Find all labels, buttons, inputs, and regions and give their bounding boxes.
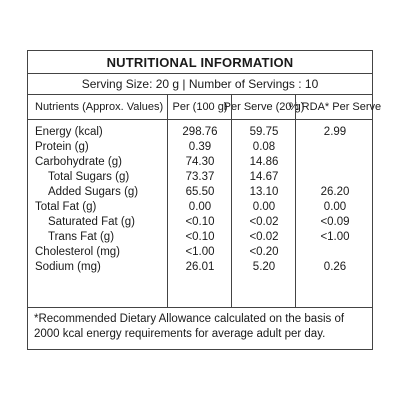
value-rda: 0.00 — [323, 201, 347, 213]
nutrition-panel — [27, 50, 382, 350]
header-per-serve: Per Serve (20 g) — [223, 100, 305, 113]
nutrient-name: Total Sugars (g) — [48, 171, 130, 183]
value-per-serve: 13.10 — [249, 186, 279, 198]
nutrient-name: Added Sugars (g) — [48, 186, 139, 198]
nutrient-name: Saturated Fat (g) — [48, 216, 135, 228]
footnote: *Recommended Dietary Allowance calculated on the basis of 2000 kcal energy requirements for average adult per day. — [28, 307, 372, 349]
value-per-serve: 14.86 — [249, 156, 279, 168]
nutrient-name: Trans Fat (g) — [48, 231, 115, 243]
value-rda: <1.00 — [320, 231, 350, 243]
value-per-serve: 0.00 — [252, 201, 276, 213]
panel-title: NUTRITIONAL INFORMATION — [28, 51, 372, 74]
table-header — [28, 94, 382, 120]
nutrient-name: Sodium (mg) — [35, 261, 101, 273]
nutrient-name: Energy (kcal) — [35, 126, 103, 138]
value-per100: <1.00 — [185, 246, 215, 258]
value-per100: 26.01 — [185, 261, 215, 273]
value-per-serve: 5.20 — [252, 261, 276, 273]
nutrient-name: Carbohydrate (g) — [35, 156, 122, 168]
nutrient-name: Total Fat (g) — [35, 201, 97, 213]
value-per-serve: 59.75 — [249, 126, 279, 138]
value-per100: 0.39 — [188, 141, 212, 153]
value-per100: 0.00 — [188, 201, 212, 213]
value-rda: 26.20 — [320, 186, 350, 198]
value-per-serve: <0.02 — [249, 231, 279, 243]
value-per-serve: 0.08 — [252, 141, 276, 153]
value-per100: 298.76 — [182, 126, 218, 138]
serving-info: Serving Size: 20 g | Number of Servings : 10 — [28, 73, 372, 95]
value-rda: <0.09 — [320, 216, 350, 228]
header-rda: % RDA* Per Serve — [288, 100, 382, 113]
value-per100: 73.37 — [185, 171, 215, 183]
value-per100: 74.30 — [185, 156, 215, 168]
value-per-serve: 14.67 — [249, 171, 279, 183]
value-per100: 65.50 — [185, 186, 215, 198]
value-per-serve: <0.02 — [249, 216, 279, 228]
value-per100: <0.10 — [185, 231, 215, 243]
value-rda: 0.26 — [323, 261, 347, 273]
nutrient-name: Protein (g) — [35, 141, 89, 153]
value-rda: 2.99 — [323, 126, 347, 138]
value-per-serve: <0.20 — [249, 246, 279, 258]
value-per100: <0.10 — [185, 216, 215, 228]
header-nutrients: Nutrients (Approx. Values) — [35, 100, 164, 113]
nutrient-name: Cholesterol (mg) — [35, 246, 120, 258]
header-per100: Per (100 g) — [172, 100, 228, 113]
